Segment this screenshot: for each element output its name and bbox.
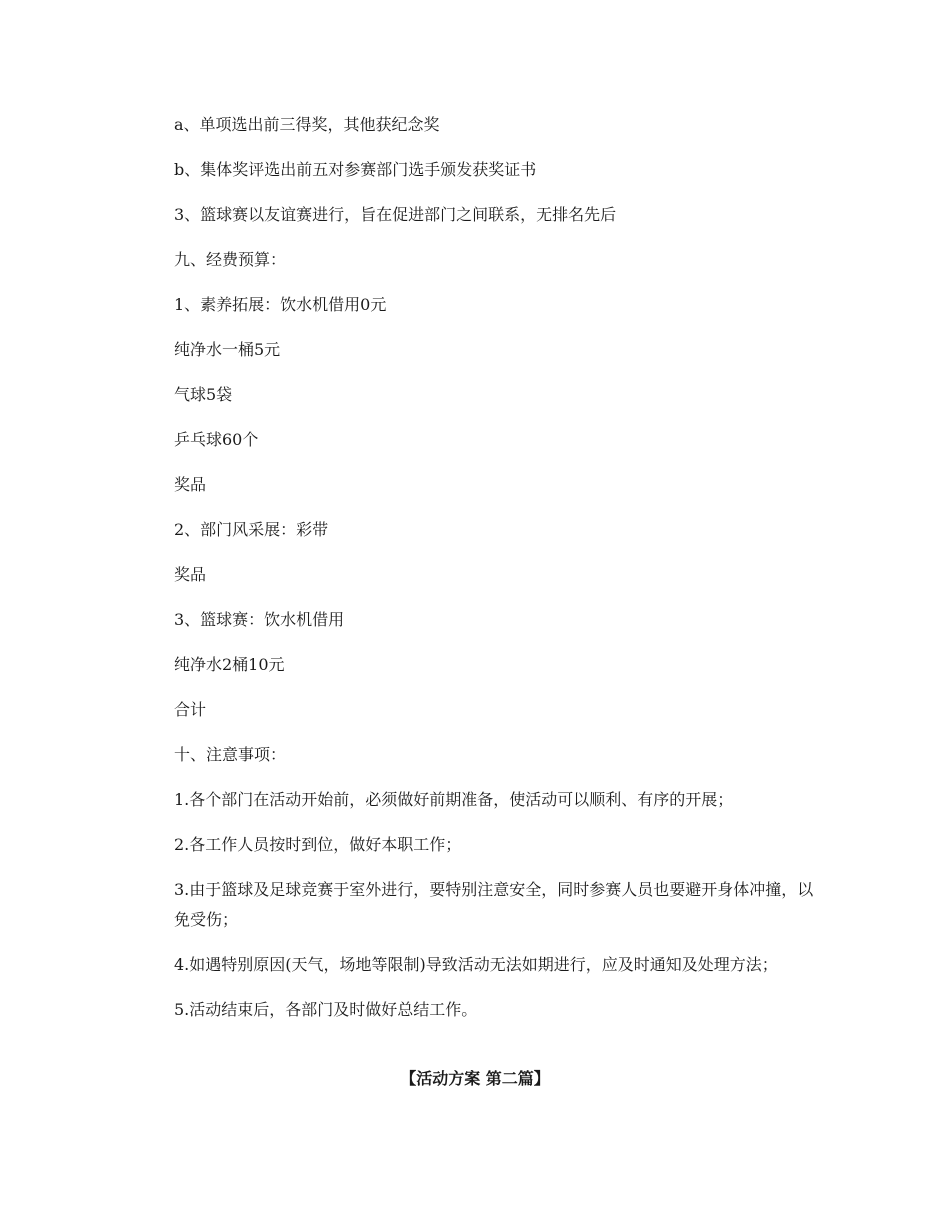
budget-item-water-2: 纯净水2桶10元 (174, 655, 285, 674)
budget-item-water: 纯净水一桶5元 (174, 340, 281, 359)
note-item-3: 3.由于篮球及足球竞赛于室外进行，要特别注意安全，同时参赛人员也要避开身体冲撞，以免受伤； (174, 880, 814, 929)
paragraph-award-individual: a、单项选出前三得奖，其他获纪念奖 (174, 115, 440, 134)
budget-item-prizes-2: 奖品 (174, 565, 207, 584)
budget-item-expansion: 1、素养拓展：饮水机借用0元 (174, 295, 387, 314)
note-item-4: 4.如遇特别原因(天气，场地等限制)导致活动无法如期进行，应及时通知及处理方法； (174, 955, 778, 974)
budget-item-balloons: 气球5袋 (174, 385, 233, 404)
paragraph-award-group: b、集体奖评选出前五对参赛部门选手颁发获奖证书 (174, 160, 537, 179)
budget-item-pingpong: 乒乓球60个 (174, 430, 259, 449)
note-item-5: 5.活动结束后，各部门及时做好总结工作。 (174, 1000, 478, 1019)
note-item-1: 1.各个部门在活动开始前，必须做好前期准备，使活动可以顺利、有序的开展； (174, 790, 734, 809)
paragraph-basketball-friendly: 3、篮球赛以友谊赛进行，旨在促进部门之间联系，无排名先后 (174, 205, 617, 224)
document-body (174, 110, 824, 1040)
budget-item-department-show: 2、部门风采展：彩带 (174, 520, 329, 539)
section-budget-heading: 九、经费预算： (174, 250, 287, 269)
section-title-second-plan: 【活动方案 第二篇】 (400, 1069, 550, 1088)
section-notes-heading: 十、注意事项： (174, 745, 287, 764)
budget-item-prizes: 奖品 (174, 475, 207, 494)
budget-total: 合计 (174, 700, 207, 719)
note-item-2: 2.各工作人员按时到位，做好本职工作； (174, 835, 462, 854)
budget-item-basketball: 3、篮球赛：饮水机借用 (174, 610, 345, 629)
